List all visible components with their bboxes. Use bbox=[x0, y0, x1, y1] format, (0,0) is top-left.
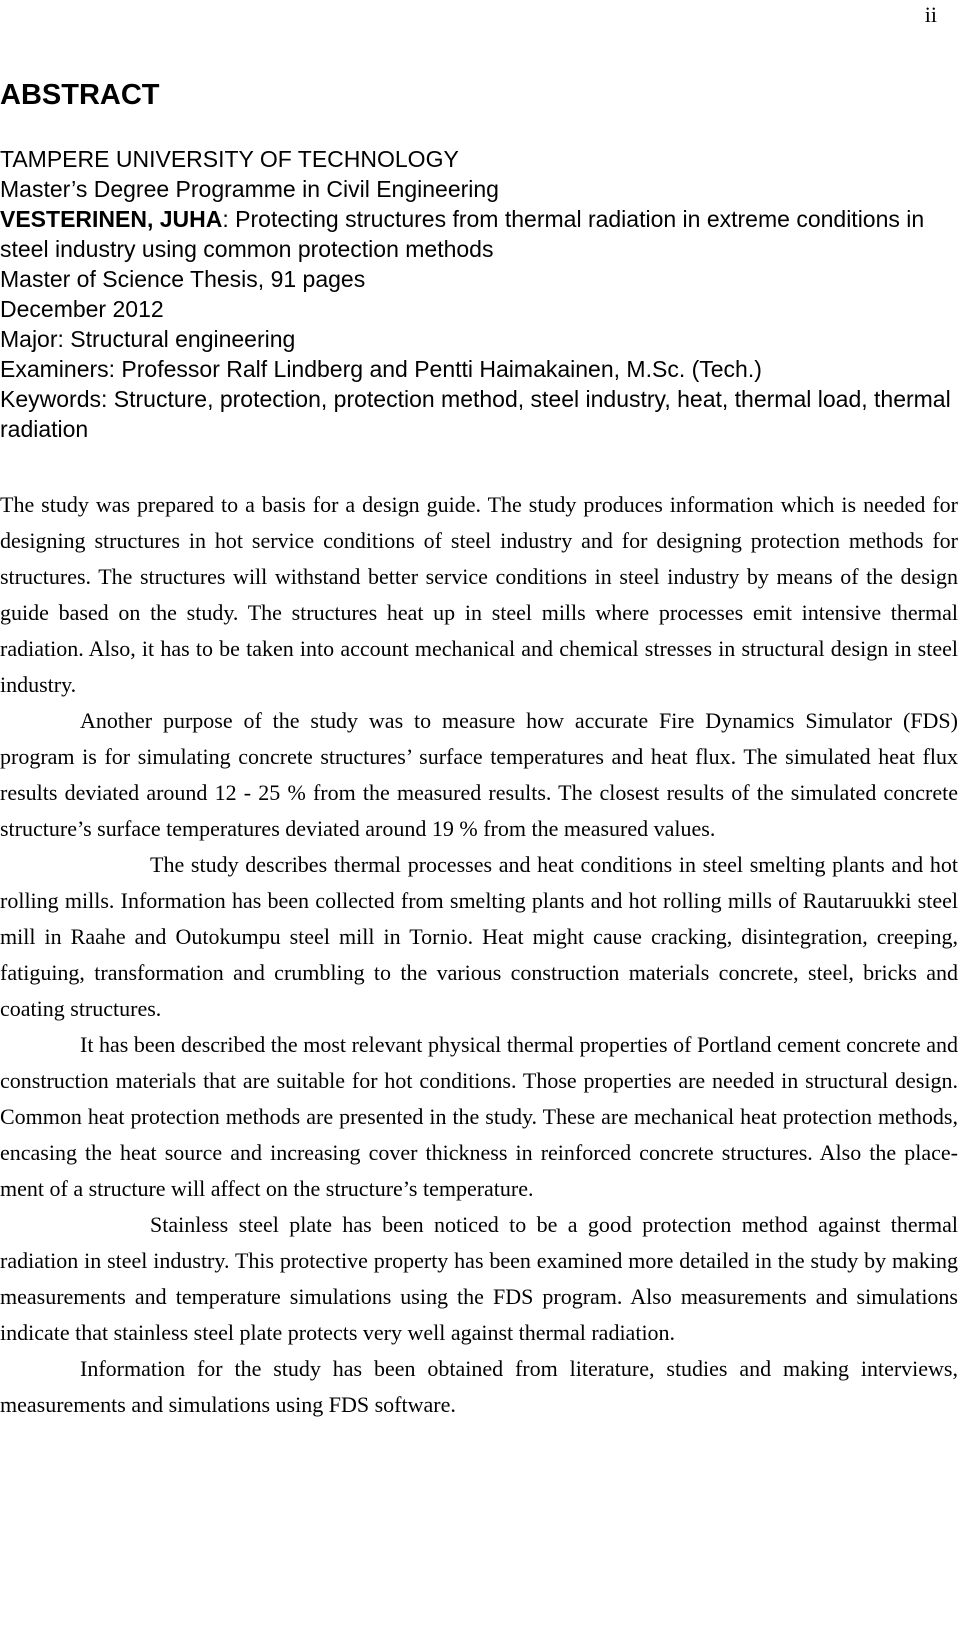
thesis-type-pages: Master of Science Thesis, 91 pages bbox=[0, 266, 366, 292]
abstract-heading: ABSTRACT bbox=[0, 79, 160, 111]
author-name: VESTERINEN, JUHA bbox=[0, 206, 223, 232]
thesis-keywords: Keywords: Structure, protection, protection method, steel industry, heat, thermal load, thermal radiation bbox=[0, 386, 951, 442]
thesis-date: December 2012 bbox=[0, 296, 164, 322]
thesis-title: : Protecting structures from thermal radiation in extreme conditions in steel industry using common protection methods bbox=[0, 206, 925, 262]
abstract-body bbox=[0, 487, 958, 1423]
university-name: TAMPERE UNIVERSITY OF TECHNOLOGY bbox=[0, 146, 459, 172]
thesis-major: Major: Structural engineering bbox=[0, 326, 296, 352]
abstract-paragraph-2: Another purpose of the study was to measure how accurate Fire Dynamics Simulator (FDS) program is for simulating concrete structures’ surface temperatures and heat flux. The simulated heat flux results deviated around 12 - 25 % from the measured results. The closest results of the simulated concrete structure’s surface temperatures deviated around 19 % from the measured values. bbox=[0, 708, 958, 841]
page-number: ii bbox=[924, 2, 937, 27]
abstract-paragraph-1: The study was prepared to a basis for a design guide. The study produces information which is needed for designing structures in hot service conditions of steel industry and for designing protection methods for structures. The structures will withstand better service conditions in steel industry by means of the design guide based on the study. The structures heat up in steel mills where processes emit intensive thermal radiation. Also, it has to be taken into account mechanical and chemical stresses in structural design in steel industry. bbox=[0, 492, 958, 697]
abstract-paragraph-5: Stainless steel plate has been noticed to be a good protection method against thermal radiation in steel industry. This protective property has been examined more detailed in the study by making measurements and temperature simulations using the FDS program. Also measurements and simulations indicate that stainless steel plate protects very well against thermal radiation. bbox=[0, 1212, 958, 1345]
thesis-metadata bbox=[0, 144, 958, 444]
degree-programme: Master’s Degree Programme in Civil Engineering bbox=[0, 176, 499, 202]
author-and-title bbox=[0, 204, 958, 264]
abstract-paragraph-6: Information for the study has been obtained from literature, studies and making interviews, measurements and simulations using FDS software. bbox=[0, 1356, 958, 1417]
abstract-paragraph-3: The study describes thermal processes and heat conditions in steel smelting plants and hot rolling mills. Information has been collected from smelting plants and hot rolling mills of Rautaruukki steel mill in Raahe and Outokumpu steel mill in Tornio. Heat might cause cracking, disintegration, creeping, fatiguing, transformation and crumbling to the various construction materials concrete, steel, bricks and coating structures. bbox=[0, 852, 958, 1021]
thesis-examiners: Examiners: Professor Ralf Lindberg and Pentti Haimakainen, M.Sc. (Tech.) bbox=[0, 356, 762, 382]
abstract-paragraph-4: It has been described the most relevant physical thermal properties of Portland cement concrete and construction materials that are suitable for hot conditions. Those properties are needed in structural design. Common heat protection methods are presented in the study. These are mechanical heat protection methods, encasing the heat source and increasing cover thickness in reinforced concrete structures. Also the placement of a structure will affect on the structure’s temperature. bbox=[0, 1032, 958, 1201]
